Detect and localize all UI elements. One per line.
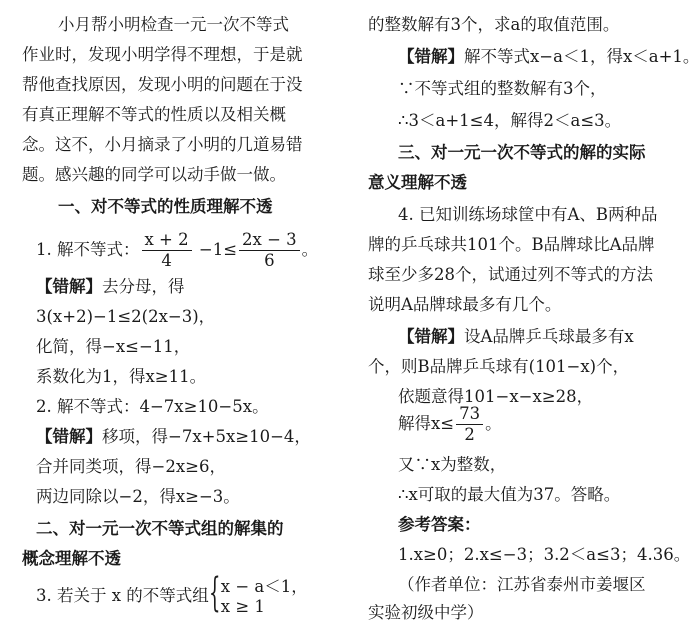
section-heading-1: 一、对不等式的性质理解不透 — [58, 197, 273, 216]
section-heading-2-line-2: 概念理解不透 — [22, 549, 121, 568]
fraction-2-numerator: 2x − 3 — [239, 230, 300, 251]
wrong-solution-label: 【错解】 — [398, 327, 464, 346]
fraction-1-numerator: x + 2 — [142, 230, 192, 251]
intro-line-5: 念。这不，小月摘录了小明的几道易错 — [22, 135, 303, 154]
step-4-prefix: 解得x≤ — [398, 414, 455, 433]
intro-line-6: 题。感兴趣的同学可以动手做一做。 — [22, 165, 286, 184]
wrong-solution-2 — [36, 426, 311, 448]
wrong-solution-3 — [398, 46, 699, 68]
fraction-1 — [142, 230, 192, 271]
wrong-solution-1-step-4: 系数化为1，得x≥11。 — [36, 367, 207, 386]
wrong-solution-3-step-3: ∴3＜a+1≤4，解得2＜a≤3。 — [398, 111, 622, 130]
wrong-solution-4-step-5: 又∵x为整数， — [398, 455, 507, 474]
fraction-3-denominator: 2 — [464, 425, 475, 444]
section-heading-3-line-2: 意义理解不透 — [368, 173, 467, 192]
intro-line-2: 作业时，发现小明学得不理想，于是就 — [22, 45, 303, 64]
step-4-end: 。 — [485, 414, 502, 433]
problem-4-line-3: 球至少多28个，试通过列不等式的方法 — [368, 265, 653, 284]
intro-line-1: 小月帮小明检查一元一次不等式 — [58, 15, 289, 34]
wrong-solution-label: 【错解】 — [398, 47, 464, 66]
wrong-solution-4-step-3: 依题意得101−x−x≥28， — [398, 387, 594, 406]
problem-2: 2. 解不等式：4−7x≥10−5x。 — [36, 397, 269, 416]
fraction-3 — [456, 404, 483, 445]
wrong-solution-1-step-2: 3(x+2)−1≤2(2x−3)， — [36, 307, 216, 326]
problem-1 — [36, 228, 318, 272]
wrong-solution-2-step-1: 移项，得−7x+5x≥10−4， — [102, 427, 311, 446]
inequality-row-2: x ≥ 1 — [220, 596, 265, 616]
wrong-solution-2-step-2: 合并同类项，得−2x≥6， — [36, 457, 226, 476]
problem-4-line-4: 说明A品牌球最多有几个。 — [368, 295, 562, 314]
problem-1-middle: −1≤ — [193, 240, 238, 259]
answers-title: 参考答案： — [398, 515, 481, 534]
section-heading-2-line-1: 二、对一元一次不等式组的解集的 — [36, 519, 284, 538]
fraction-2 — [239, 230, 300, 271]
fraction-3-numerator: 73 — [456, 404, 483, 425]
wrong-solution-4 — [398, 326, 634, 348]
problem-3 — [36, 569, 308, 618]
wrong-solution-4-step-1: 设A品牌乒乓球最多有x — [464, 327, 634, 346]
author-affiliation-line-1: （作者单位：江苏省泰州市姜堰区 — [398, 575, 646, 594]
problem-4-line-1: 4. 已知训练场球筐中有A、B两种品 — [398, 205, 658, 224]
fraction-2-denominator: 6 — [264, 251, 275, 270]
wrong-solution-1-step-1: 去分母，得 — [102, 277, 185, 296]
intro-line-3: 帮他查找原因，发现小明的问题在于没 — [22, 75, 303, 94]
author-affiliation-line-2: 实验初级中学） — [368, 603, 484, 622]
section-heading-3-line-1: 三、对一元一次不等式的解的实际 — [398, 143, 646, 162]
inequality-row-1: x − a＜1， — [220, 576, 308, 596]
problem-3-prefix: 3. 若关于 x 的不等式组 — [36, 586, 209, 605]
brace-icon: { — [208, 569, 221, 616]
problem-3-continued: 的整数解有3个，求a的取值范围。 — [368, 15, 620, 34]
wrong-solution-4-step-4 — [398, 402, 502, 446]
inequality-system — [208, 569, 308, 617]
problem-4-line-2: 牌的乒乓球共101个。B品牌球比A品牌 — [368, 235, 655, 254]
intro-line-4: 有真正理解不等式的性质以及相关概 — [22, 105, 286, 124]
problem-1-end: 。 — [301, 240, 319, 259]
wrong-solution-3-step-1: 解不等式x−a＜1，得x＜a+1。 — [464, 47, 700, 66]
wrong-solution-2-step-3: 两边同除以−2，得x≥−3。 — [36, 487, 240, 506]
wrong-solution-4-step-2: 个，则B品牌乒乓球有(101−x)个， — [368, 357, 630, 376]
wrong-solution-3-step-2: ∵不等式组的整数解有3个， — [398, 79, 607, 98]
wrong-solution-1-step-3: 化简，得−x≤−11， — [36, 337, 191, 356]
wrong-solution-4-step-6: ∴x可取的最大值为37。答略。 — [398, 485, 621, 504]
answers: 1.x≥0；2.x≤−3；3.2＜a≤3；4.36。 — [398, 545, 691, 564]
wrong-solution-label: 【错解】 — [36, 427, 102, 446]
wrong-solution-label: 【错解】 — [36, 277, 102, 296]
wrong-solution-1 — [36, 276, 185, 298]
problem-1-prefix: 1. 解不等式： — [36, 240, 140, 259]
fraction-1-denominator: 4 — [161, 251, 172, 270]
